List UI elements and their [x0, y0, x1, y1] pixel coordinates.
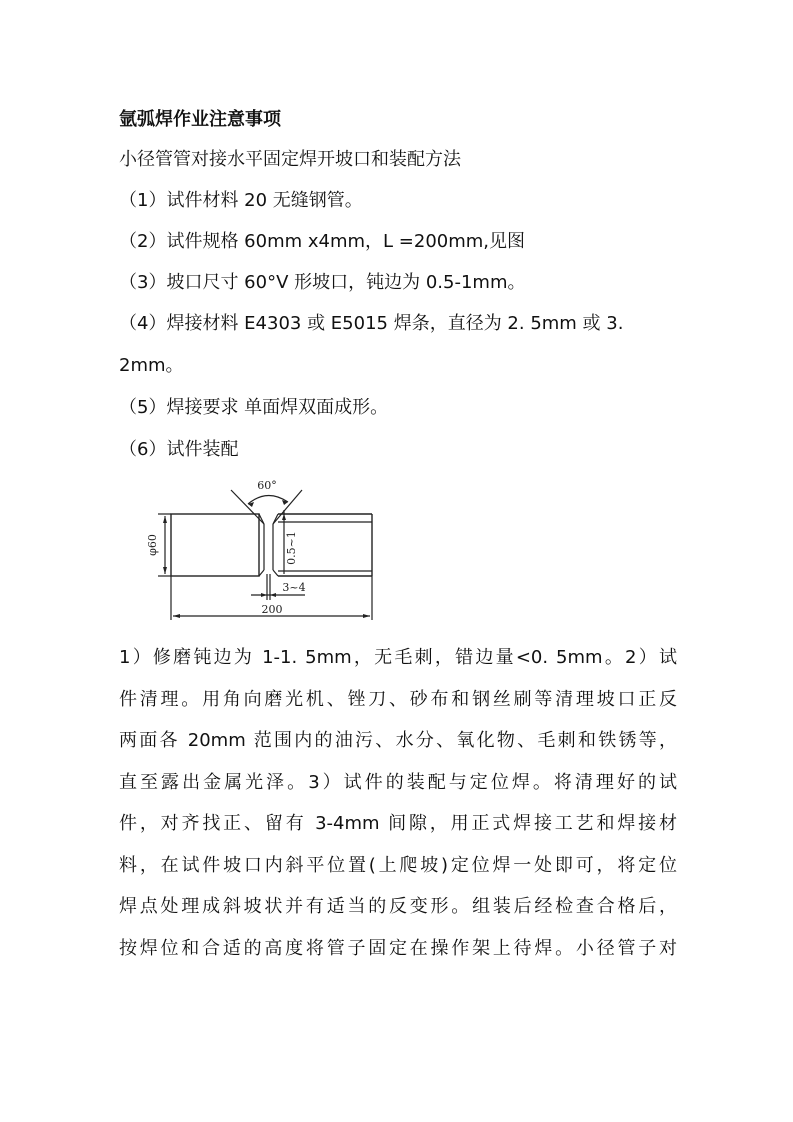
paragraph-line: 件，对齐找正、留有 3-4mm 间隙，用正式焊接工艺和焊接材	[119, 813, 677, 834]
paragraph-line: 料，在试件坡口内斜平位置(上爬坡)定位焊一处即可，将定位	[119, 854, 677, 876]
procedure-paragraph	[119, 637, 677, 969]
paragraph-line: 1）修磨钝边为 1-1. 5mm，无毛刺，错边量<0. 5mm。2）试	[119, 647, 677, 668]
paragraph-line: 两面各 20mm 范围内的油污、水分、氧化物、毛刺和铁锈等，	[119, 730, 677, 751]
angle-label: 60°	[257, 479, 277, 492]
spec-item-3: （3）坡口尺寸 60°V 形坡口，钝边为 0.5-1mm。	[119, 272, 526, 293]
spec-item-1: （1）试件材料 20 无缝钢管。	[119, 190, 363, 211]
spec-item-6: （6）试件装配	[119, 439, 239, 460]
paragraph-line: 直至露出金属光泽。3）试件的装配与定位焊。将清理好的试	[119, 771, 677, 793]
pipe-assembly-diagram	[140, 474, 390, 622]
document-title: 氩弧焊作业注意事项	[119, 109, 281, 130]
root-face-label: 0.5~1	[285, 531, 298, 565]
spec-item-2: （2）试件规格 60mm x4mm，L =200mm,见图	[119, 231, 526, 252]
length-label: 200	[261, 603, 283, 616]
spec-item-5: （5）焊接要求 单面焊双面成形。	[119, 397, 389, 418]
spec-item-4-continuation: 2mm。	[119, 355, 184, 376]
paragraph-line: 件清理。用角向磨光机、锉刀、砂布和钢丝刷等清理坡口正反	[119, 688, 677, 710]
spec-item-4: （4）焊接材料 E4303 或 E5015 焊条，直径为 2. 5mm 或 3.	[119, 313, 624, 334]
paragraph-line: 焊点处理成斜坡状并有适当的反变形。组装后经检查合格后，	[119, 896, 677, 917]
paragraph-line: 按焊位和合适的高度将管子固定在操作架上待焊。小径管子对	[119, 937, 677, 959]
section-heading: 小径管管对接水平固定焊开坡口和装配方法	[119, 149, 461, 170]
diameter-label: φ60	[146, 534, 159, 556]
gap-label: 3~4	[282, 581, 306, 594]
